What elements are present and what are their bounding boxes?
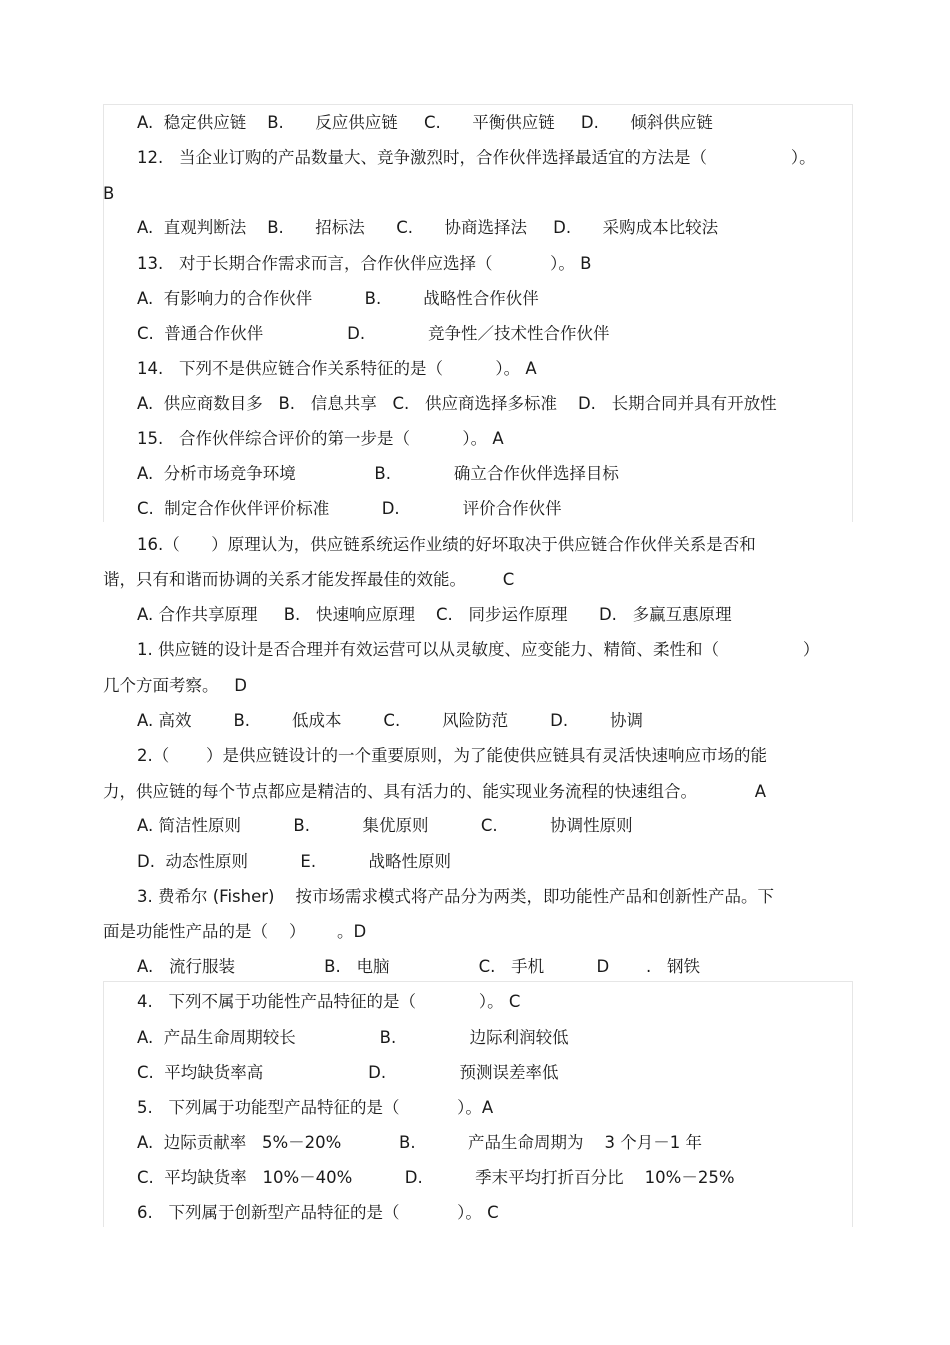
question-12-options: A. 直观判断法 B. 招标法 C. 协商选择法 D. 采购成本比较法 — [137, 218, 719, 237]
design-q6-stem: 6. 下列属于创新型产品特征的是（ ）。 C — [137, 1203, 499, 1222]
question-15-stem: 15. 合作伙伴综合评价的第一步是（ ）。 A — [137, 429, 504, 448]
design-q1-stem: 1. 供应链的设计是否合理并有效运营可以从灵敏度、应变能力、精简、柔性和（ ） — [137, 640, 820, 659]
design-q2-options-de: D. 动态性原则 E. 战略性原则 — [137, 852, 452, 871]
design-q5-stem: 5. 下列属于功能型产品特征的是（ ）。A — [137, 1098, 494, 1117]
question-12-answer: B — [103, 184, 115, 203]
design-q3-stem: 3. 费希尔 (Fisher) 按市场需求模式将产品分为两类，即功能性产品和创新性产品。下 — [137, 887, 774, 906]
question-13-options-ab: A. 有影响力的合作伙伴 B. 战略性合作伙伴 — [137, 289, 539, 308]
question-16-options: A. 合作共享原理 B. 快速响应原理 C. 同步运作原理 D. 多赢互惠原理 — [137, 605, 732, 624]
question-15-options-ab: A. 分析市场竞争环境 B. 确立合作伙伴选择目标 — [137, 464, 619, 483]
design-q1-options: A. 高效 B. 低成本 C. 风险防范 D. 协调 — [137, 711, 644, 730]
question-14-stem: 14. 下列不是供应链合作关系特征的是（ ）。 A — [137, 359, 537, 378]
design-q2-stem-cont: 力，供应链的每个节点都应是精洁的、具有活力的、能实现业务流程的快速组合。 A — [103, 782, 766, 801]
design-q4-options-cd: C. 平均缺货率高 D. 预测误差率低 — [137, 1063, 559, 1082]
question-14-options: A. 供应商数目多 B. 信息共享 C. 供应商选择多标准 D. 长期合同并具有开放性 — [137, 394, 777, 413]
design-q5-options-ab: A. 边际贡献率 5%－20% B. 产品生命周期为 3 个月－1 年 — [137, 1133, 702, 1152]
question-13-stem: 13. 对于长期合作需求而言，合作伙伴应选择（ ）。 B — [137, 254, 592, 273]
question-16-stem-cont: 谐，只有和谐而协调的关系才能发挥最佳的效能。 C — [103, 570, 515, 589]
design-q1-stem-cont: 几个方面考察。 D — [103, 676, 247, 695]
design-q3-stem-cont: 面是功能性产品的是（ ） 。D — [103, 922, 367, 941]
design-q2-stem: 2.（ ）是供应链设计的一个重要原则，为了能使供应链具有灵活快速响应市场的能 — [137, 746, 767, 765]
question-15-options-cd: C. 制定合作伙伴评价标准 D. 评价合作伙伴 — [137, 499, 562, 518]
design-q2-options-abc: A. 简洁性原则 B. 集优原则 C. 协调性原则 — [137, 816, 633, 835]
design-q4-options-ab: A. 产品生命周期较长 B. 边际利润较低 — [137, 1028, 569, 1047]
question-12-stem: 12. 当企业订购的产品数量大、竞争激烈时，合作伙伴选择最适宜的方法是（ ）。 — [137, 148, 816, 167]
design-q3-options: A. 流行服装 B. 电脑 C. 手机 D . 钢铁 — [137, 957, 700, 976]
question-13-options-cd: C. 普通合作伙伴 D. 竞争性／技术性合作伙伴 — [137, 324, 610, 343]
design-q5-options-cd: C. 平均缺货率 10%－40% D. 季末平均打折百分比 10%－25% — [137, 1168, 735, 1187]
design-q4-stem: 4. 下列不属于功能性产品特征的是（ ）。 C — [137, 992, 521, 1011]
question-16-stem: 16.（ ）原理认为，供应链系统运作业绩的好坏取决于供应链合作伙伴关系是否和 — [137, 535, 756, 554]
question-11-options: A. 稳定供应链 B. 反应供应链 C. 平衡供应链 D. 倾斜供应链 — [137, 113, 713, 132]
